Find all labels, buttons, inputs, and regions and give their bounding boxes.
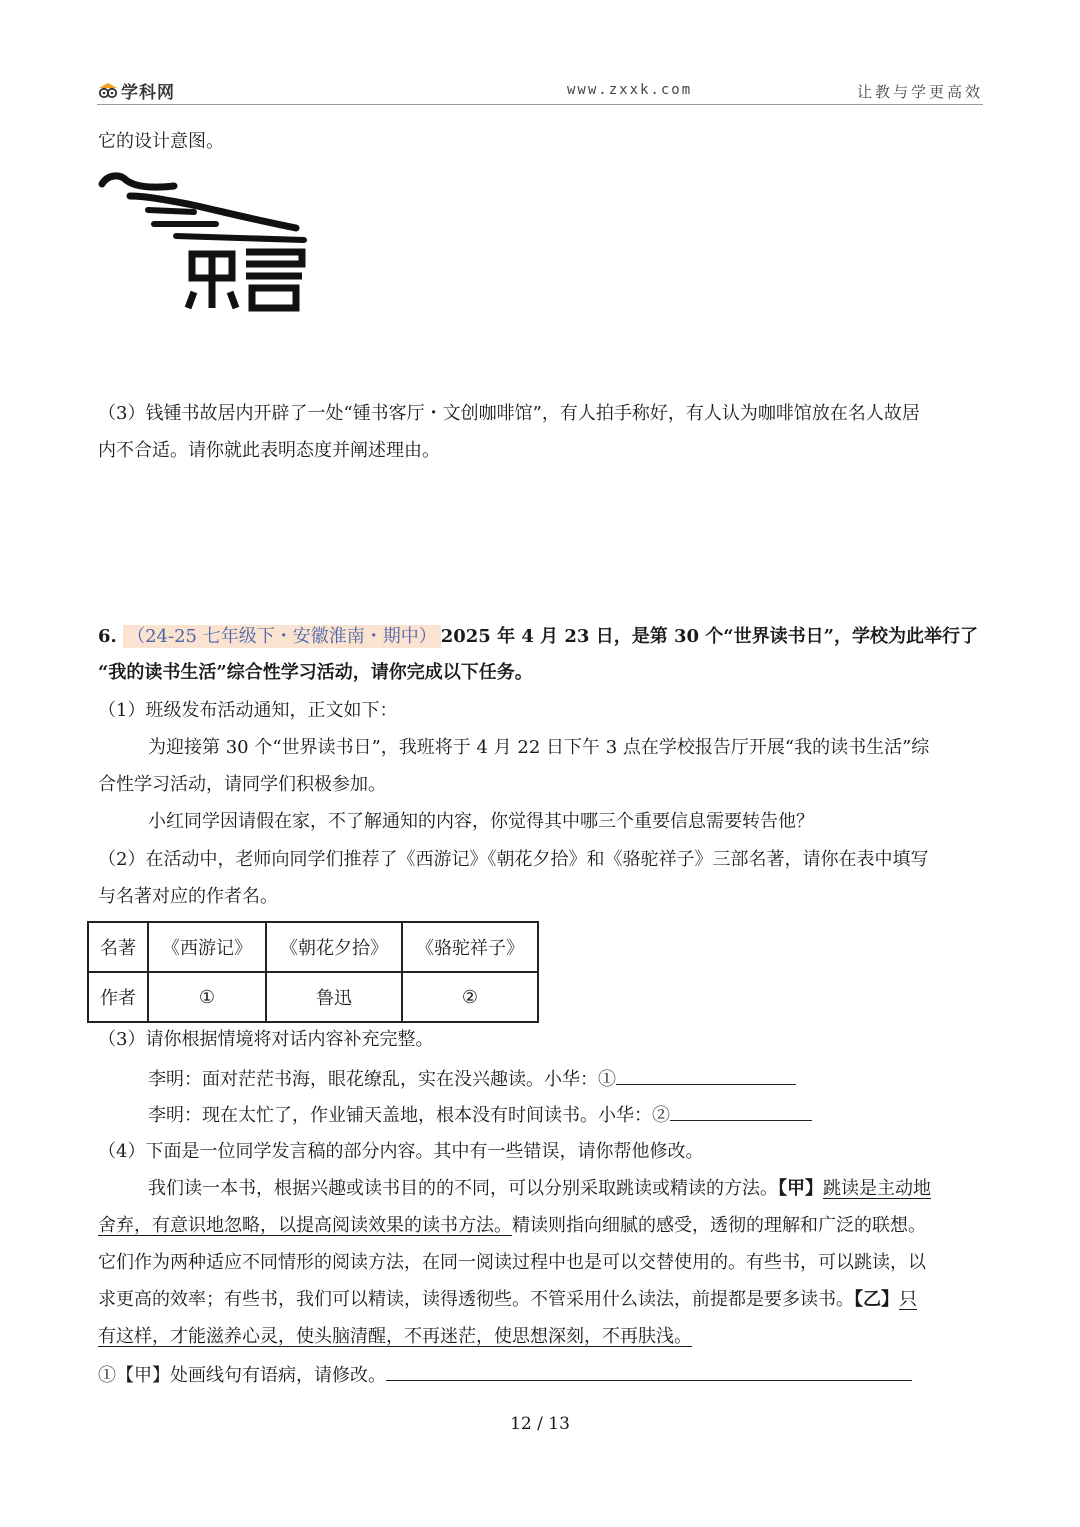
q5-item3-line2: 内不合适。请你就此表明态度并阐述理由。	[98, 440, 440, 461]
underlined-sentence-jia: 舍弃，有意识地忽略，以提高阅读效果的读书方法。	[98, 1215, 512, 1236]
page-number: 12 / 13	[510, 1414, 570, 1434]
speech-text: 求更高的效率；有些书，我们可以精读，读得透彻些。不管采用什么读法，前提都是要多读书。	[98, 1289, 854, 1310]
page-header	[97, 74, 983, 105]
dialogue1-text: 李明：面对茫茫书海，眼花缭乱，实在没兴趣读。小华：①	[148, 1069, 616, 1090]
q6-stem-text: 2025 年 4 月 23 日，是第 30 个“世界读书日”，学校为此举行了	[440, 626, 978, 647]
table-cell: 作者	[88, 972, 148, 1022]
sub1-text: ①【甲】处画线句有语病，请修改。	[98, 1365, 386, 1386]
q6-dialogue2	[148, 1102, 812, 1128]
site-slogan: 让教与学更高效	[856, 83, 983, 101]
design-logo-image	[96, 166, 308, 314]
q6-task2-line2: 与名著对应的作者名。	[98, 886, 278, 907]
owl-logo-icon	[97, 82, 119, 100]
answer-cell-2[interactable]: ②	[402, 972, 538, 1022]
q6-task2-line1: （2）在活动中，老师向同学们推荐了《西游记》《朝花夕拾》和《骆驼祥子》三部名著，请你在表中填写	[98, 849, 929, 870]
table-cell: 名著	[88, 922, 148, 972]
speech-text: 我们读一本书，根据兴趣或读书目的的不同，可以分别采取跳读或精读的方法。	[148, 1178, 778, 1199]
logo-text: 学科网	[121, 83, 175, 103]
speech-line3: 它们作为两种适应不同情形的阅读方法，在同一阅读过程中也是可以交替使用的。有些书，可以跳读，以	[98, 1252, 926, 1273]
speech-line1	[148, 1177, 931, 1201]
answer-blank-2[interactable]	[670, 1102, 812, 1121]
q6-task1-question: 小红同学因请假在家，不了解通知的内容，你觉得其中哪三个重要信息需要转告他？	[148, 811, 814, 832]
q6-task3-title: （3）请你根据情境将对话内容补充完整。	[98, 1029, 434, 1050]
marker-jia: 【甲】	[778, 1178, 823, 1199]
q6-stem-line1	[98, 625, 978, 649]
table-cell: 《骆驼祥子》	[402, 922, 538, 972]
q6-source-tag[interactable]: （24-25 七年级下・安徽淮南・期中）	[123, 625, 441, 648]
answer-cell-1[interactable]: ①	[148, 972, 266, 1022]
site-url[interactable]: www.zxxk.com	[567, 82, 693, 98]
intro-text: 它的设计意图。	[98, 131, 224, 152]
table-row	[88, 922, 538, 972]
speech-line5	[98, 1325, 692, 1349]
q6-sub1	[98, 1362, 912, 1388]
speech-line2	[98, 1214, 926, 1238]
q6-notice-line1: 为迎接第 30 个“世界读书日”，我班将于 4 月 22 日下午 3 点在学校报告厅开展“我的读书生活”综	[148, 737, 930, 758]
speech-line4	[98, 1288, 917, 1312]
book-author-table	[87, 921, 539, 1023]
marker-yi: 【乙】	[854, 1289, 899, 1310]
table-cell: 《西游记》	[148, 922, 266, 972]
table-cell: 《朝花夕拾》	[266, 922, 402, 972]
q6-number: 6.	[98, 626, 117, 647]
q6-stem-line2: “我的读书生活”综合性学习活动，请你完成以下任务。	[98, 662, 533, 683]
speech-text: 精读则指向细腻的感受，透彻的理解和广泛的联想。	[512, 1215, 926, 1236]
site-logo[interactable]	[97, 78, 175, 103]
table-row	[88, 972, 538, 1022]
underlined-sentence-yi: 有这样，才能滋养心灵，使头脑清醒，不再迷茫，使思想深刻，不再肤浅。	[98, 1326, 692, 1347]
dialogue2-text: 李明：现在太忙了，作业铺天盖地，根本没有时间读书。小华：②	[148, 1105, 670, 1126]
table-cell: 鲁迅	[266, 972, 402, 1022]
q6-task4-title: （4）下面是一位同学发言稿的部分内容。其中有一些错误，请你帮他修改。	[98, 1141, 704, 1162]
q6-task1-title: （1）班级发布活动通知，正文如下：	[98, 700, 398, 721]
q6-dialogue1	[148, 1066, 796, 1092]
underlined-sentence-yi: 只	[899, 1289, 917, 1310]
underlined-sentence-jia: 跳读是主动地	[823, 1178, 931, 1199]
q6-notice-line2: 合性学习活动，请同学们积极参加。	[98, 774, 386, 795]
q5-item3-line1: （3）钱锺书故居内开辟了一处“锺书客厅・文创咖啡馆”，有人拍手称好，有人认为咖啡馆放在名人故居	[98, 403, 920, 424]
answer-blank-3[interactable]	[386, 1362, 912, 1381]
answer-blank-1[interactable]	[616, 1066, 796, 1085]
